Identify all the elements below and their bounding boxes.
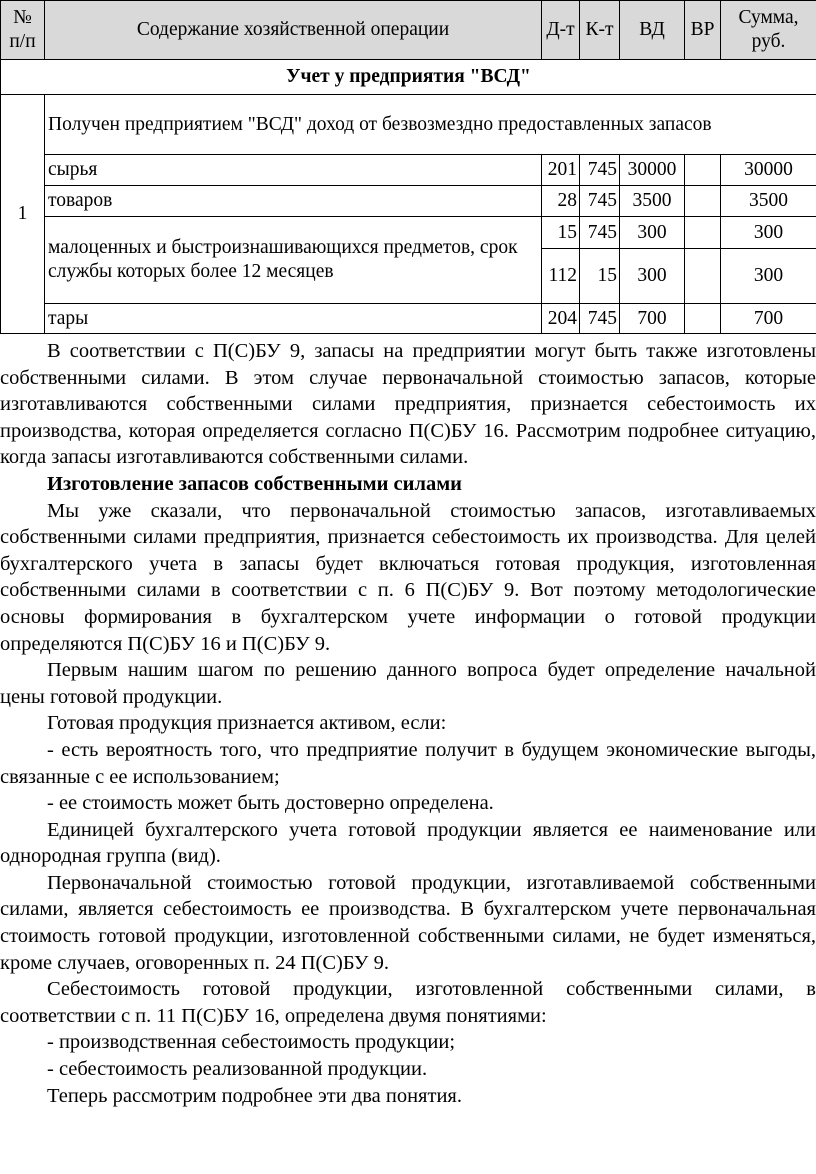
header-content: Содержание хозяйственной операции [45,1,542,60]
row-vd: 3500 [620,186,685,217]
row-vr [685,249,721,304]
row-vr [685,186,721,217]
row-label: малоценных и быстроизнашивающихся предметов, срок службы которых более 12 месяцев [45,217,542,304]
list-item: - есть вероятность того, что предприятие получит в будущем экономические выгоды, связанные с ее использованием; [0,738,816,788]
table-header-row [1,1,816,60]
row-vd: 30000 [620,155,685,186]
header-credit: К-т [580,1,620,60]
row-label: тары [45,304,542,334]
header-sum: Сумма, руб. [721,1,816,60]
row-credit: 745 [580,186,620,217]
paragraph: Единицей бухгалтерского учета готовой продукции является ее наименование или однородная группа (вид). [0,818,816,868]
paragraph: Теперь рассмотрим подробнее эти два понятия. [47,1084,462,1107]
header-number: № п/п [1,1,45,60]
row-debit: 204 [542,304,580,334]
table-row [1,304,816,334]
section-title: Учет у предприятия "ВСД" [1,60,816,95]
row-sum: 300 [721,217,816,249]
row-debit: 15 [542,217,580,249]
row-debit: 201 [542,155,580,186]
row-number: 1 [1,95,45,334]
row-credit: 745 [580,155,620,186]
row-credit: 15 [580,249,620,304]
paragraph: Первоначальной стоимостью готовой продукции, изготавливаемой собственными силами, является себестоимость ее производства. В бухгалтерском учете первоначальная стоимость готовой продукции, изготовленной собственными силами, не будет изменяться, кроме случаев, оговоренных п. 24 П(С)БУ 9. [0,871,816,974]
section-row [1,60,816,95]
paragraph: Первым нашим шагом по решению данного вопроса будет определение начальной цены готовой продукции. [0,659,816,708]
section-heading: Изготовление запасов собственными силами [47,472,462,495]
row-vd: 300 [620,249,685,304]
paragraph: Мы уже сказали, что первоначальной стоимостью запасов, изготавливаемых собственными силами предприятия, признается себестоимость их производства. Для целей бухгалтерского учета в запасы будет включаться готовая продукция, изготовленная собственными силами в соответствии с п. 6 П(С)БУ 9. Вот поэтому методологические основы формирования в бухгалтерском учете информации о готовой продукции определяются П(С)БУ 16 и П(С)БУ 9. [0,499,816,655]
row-debit: 28 [542,186,580,217]
list-item: - ее стоимость может быть достоверно определена. [47,792,494,815]
header-vr: ВР [685,1,721,60]
row-sum: 30000 [721,155,816,186]
list-item: - производственная себестоимость продукции; [47,1031,456,1054]
operations-table [0,0,816,334]
table-row [1,155,816,186]
header-debit: Д-т [542,1,580,60]
row-vr [685,155,721,186]
table-row [1,217,816,249]
table-row [1,186,816,217]
row-label: товаров [45,186,542,217]
table-row [1,95,816,155]
row-vd: 700 [620,304,685,334]
row-vr [685,217,721,249]
body-text [0,338,816,1109]
row-sum: 3500 [721,186,816,217]
header-vd: ВД [620,1,685,60]
row-credit: 745 [580,217,620,249]
row-vr [685,304,721,334]
row-debit: 112 [542,249,580,304]
row-credit: 745 [580,304,620,334]
paragraph: Готовая продукция признается активом, если: [47,712,447,735]
row-sum: 300 [721,249,816,304]
operation-intro: Получен предприятием "ВСД" доход от безвозмездно предоставленных запасов [45,95,816,155]
row-vd: 300 [620,217,685,249]
paragraph: Себестоимость готовой продукции, изготовленной собственными силами, в соответствии с п. 11 П(С)БУ 16, определена двумя понятиями: [0,978,816,1027]
row-sum: 700 [721,304,816,334]
list-item: - себестоимость реализованной продукции. [47,1058,428,1081]
paragraph: В соответствии с П(С)БУ 9, запасы на предприятии могут быть также изготовлены собственными силами. В этом случае первоначальной стоимостью запасов, которые изготавливаются собственными силами предприятия, признается себестоимость их производства, которая определяется согласно П(С)БУ 16. Рассмотрим подробнее ситуацию, когда запасы изготавливаются собственными силами. [0,340,816,469]
row-label: сырья [45,155,542,186]
